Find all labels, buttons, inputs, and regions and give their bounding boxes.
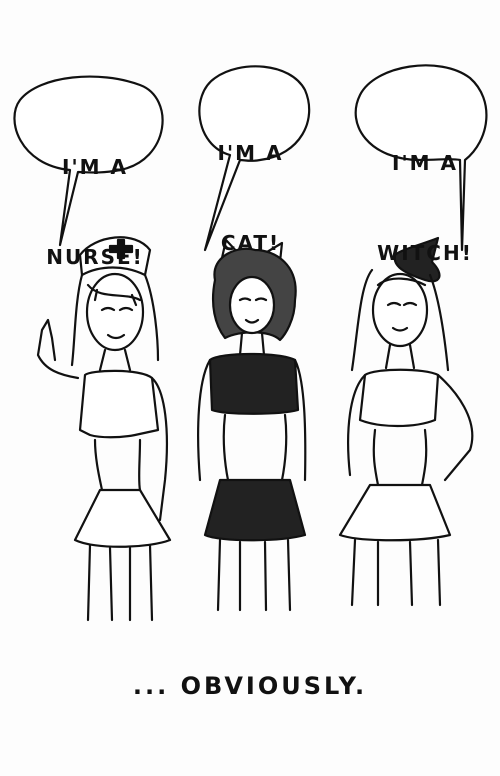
nurse-bubble-text xyxy=(30,92,160,302)
cat-figure xyxy=(198,240,305,610)
witch-skirt xyxy=(340,485,450,540)
witch-line2: WITCH! xyxy=(377,241,473,265)
nurse-skirt xyxy=(75,490,170,547)
witch-bubble-text xyxy=(360,88,490,298)
caption: ... OBVIOUSLY. xyxy=(132,672,368,700)
nurse-arm-raised xyxy=(38,320,78,378)
cat-line1: I'M A xyxy=(217,141,284,165)
nurse-line1: I'M A xyxy=(62,155,128,179)
witch-line1: I'M A xyxy=(392,151,458,175)
cat-bubble-text xyxy=(198,78,303,288)
nurse-line2: NURSE! xyxy=(46,245,144,269)
cat-skirt xyxy=(205,480,305,540)
cat-line2: CAT! xyxy=(220,231,281,255)
